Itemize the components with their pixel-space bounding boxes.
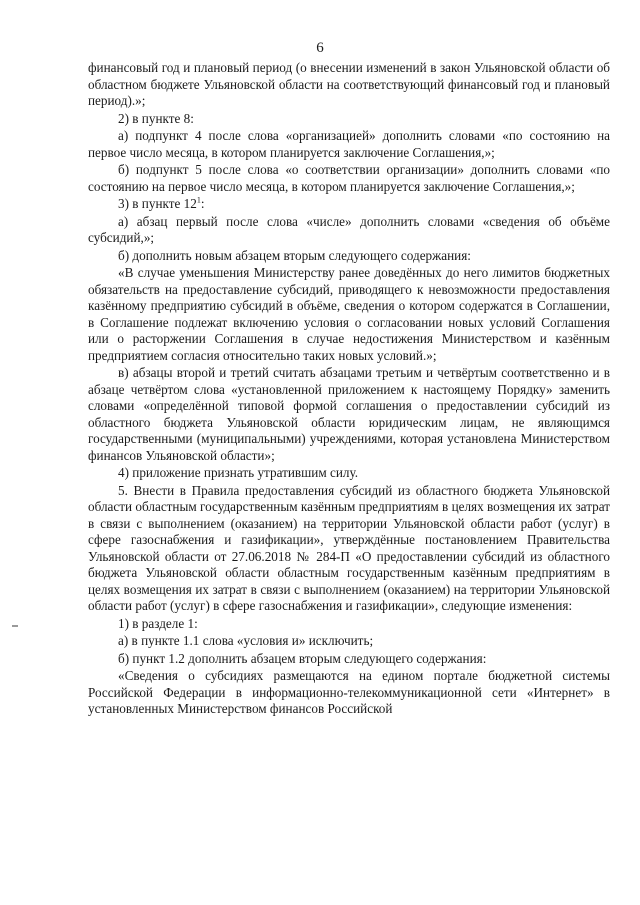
paragraph-item-1: 1) в разделе 1: <box>118 615 198 631</box>
item-3-superscript: 1 <box>196 195 201 205</box>
paragraph-subitem-a: а) подпункт 4 после слова «организацией» дополнить словами «по состоянию на первое число месяца, в котором планируется заключение Соглашения,»; <box>88 128 610 160</box>
scan-margin-mark <box>12 625 18 627</box>
paragraph-item-3 <box>88 196 610 213</box>
document-body <box>88 60 610 718</box>
paragraph-section-5: 5. Внести в Правила предоставления субсидий из областного бюджета Ульяновской области областным государственным казённым предприятиям в целях возмещения их затрат в связи с выполнением (оказанием) на территории Ульяновской области работ (услуг) в сфере газоснабжения и газификации», утверждённые постановлением Правительства Ульяновской области от 27.06.2018 № 284-П «О предоставлении субсидий из областного бюджета Ульяновской области областным государственным казённым предприятиям в целях возмещения их затрат в связи с выполнением (оказанием) на территории Ульяновской области работ (услуг) в сфере газоснабжения и газификации», следующие изменения: <box>88 482 610 613</box>
item-3-text: 3) в пункте 12 <box>118 196 197 211</box>
paragraph-subitem-a-3: а) в пункте 1.1 слова «условия и» исключить; <box>118 633 374 648</box>
paragraph-item-2: 2) в пункте 8: <box>118 110 194 126</box>
paragraph-subitem-b: б) подпункт 5 после слова «о соответствии организации» дополнить словами «по состоянию на первое число месяца, в котором планируется заключение Соглашения,»; <box>88 162 610 194</box>
paragraph-subitem-b-3: б) пункт 1.2 дополнить абзацем вторым следующего содержания: <box>118 650 487 666</box>
paragraph-continuation: финансовый год и плановый период (о внесении изменений в закон Ульяновской области об областном бюджете Ульяновской области на соответствующий финансовый год и плановый период).»; <box>88 60 610 108</box>
paragraph-quote: «В случае уменьшения Министерству ранее доведённых до него лимитов бюджетных обязательств на предоставление субсидий, приводящего к невозможности предоставления казённому предприятию субсидий в объёме, сведения о котором содержатся в Соглашении, в Соглашение подлежат включению условия о согласовании новых условий Соглашения или о расторжении Соглашения в случае недостижения Министерством и казённым предприятием согласия относительно таких новых условий.»; <box>88 265 610 363</box>
paragraph-item-4: 4) приложение признать утратившим силу. <box>118 465 359 480</box>
item-3-tail: : <box>200 196 205 211</box>
paragraph-subitem-v: в) абзацы второй и третий считать абзацами третьим и четвёртым соответственно и в абзаце четвёртом слова «установленной приложением к настоящему Порядку» заменить словами «определённой типовой формой соглашения о предоставлении субсидий из областного бюджета Ульяновской области юридическим лицам, не являющимся государственными (муниципальными) учреждениями, которая установлена Министерством финансов Ульяновской области»; <box>88 365 610 463</box>
paragraph-subitem-b-2: б) дополнить новым абзацем вторым следующего содержания: <box>118 247 471 263</box>
page-number: 6 <box>316 40 324 56</box>
paragraph-quote-2: «Сведения о субсидиях размещаются на едином портале бюджетной системы Российской Федерации в информационно-телекоммуникационной сети «Интернет» в установленных Министерством финансов Российской <box>88 668 610 716</box>
paragraph-subitem-a-2: а) абзац первый после слова «числе» дополнить словами «сведения об объёме субсидий,»; <box>88 213 610 245</box>
